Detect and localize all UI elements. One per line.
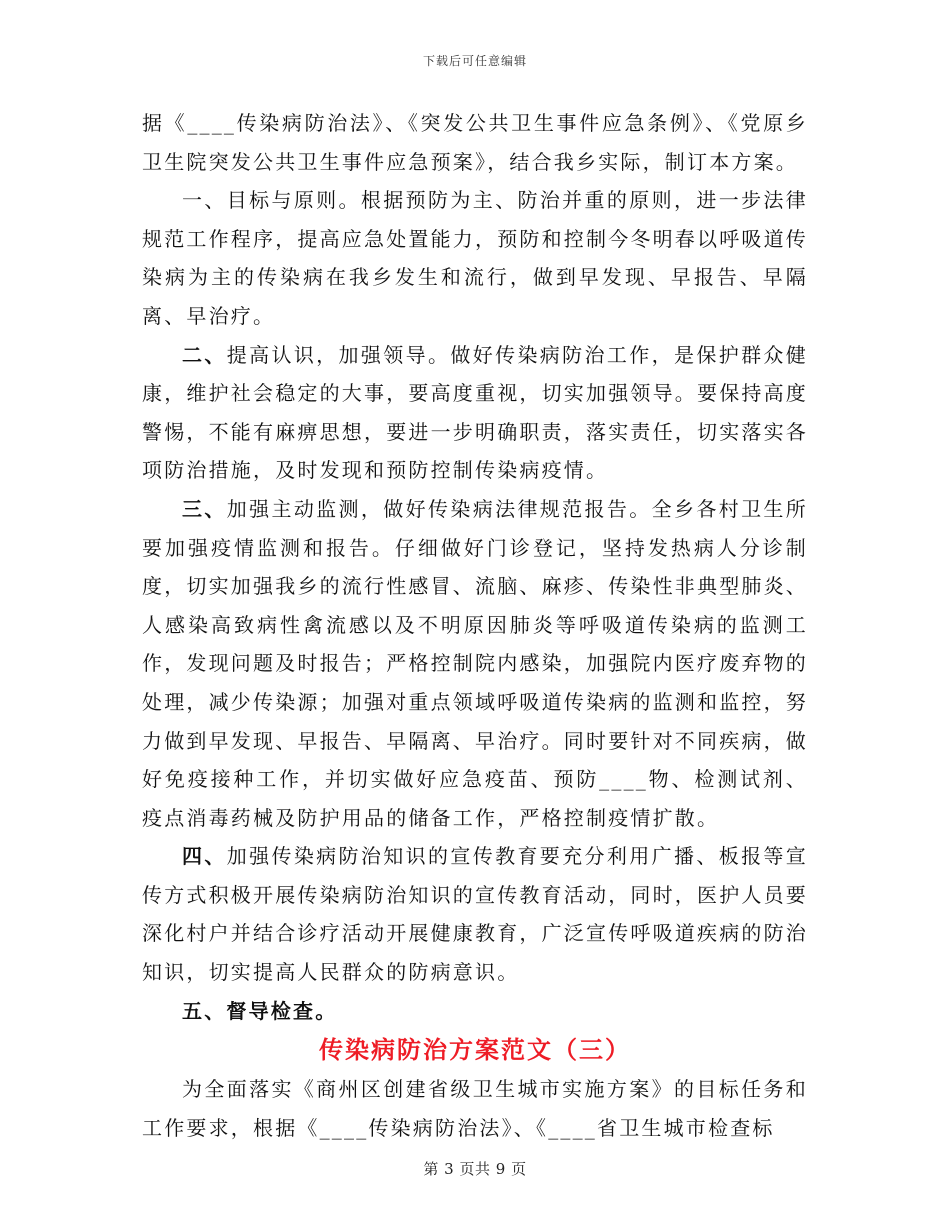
paragraph-text: 加强传染病防治知识的宣传教育要充分利用广播、板报等宣传方式积极开展传染病防治知识的宣传教育活动，同时，医护人员要深化村户并结合诊疗活动开展健康教育，广泛宣传呼吸道疾病的防治知识，切实提高人民群众的防病意识。: [142, 844, 808, 985]
paragraph-text: 加强主动监测，做好传染病法律规范报告。全乡各村卫生所要加强疫情监测和报告。仔细做好门诊登记，坚持发热病人分诊制度，切实加强我乡的流行性感冒、流脑、麻疹、传染性非典型肺炎、人感染高致病性禽流感以及不明原因肺炎等呼吸道传染病的监测工作，发现问题及时报告；严格控制院内感染，加强院内医疗废弃物的处理，减少传染源；加强对重点领域呼吸道传染病的监测和监控，努力做到早发现、早报告、早隔离、早治疗。同时要针对不同疾病，做好免疫接种工作，并切实做好应急疫苗、预防____物、检测试剂、疫点消毒药械及防护用品的储备工作，严格控制疫情扩散。: [142, 496, 808, 830]
section-title: 传染病防治方案范文（三）: [319, 1035, 631, 1065]
paragraph-leadership: [142, 336, 808, 490]
paragraph-goals: 一、目标与原则。根据预防为主、防治并重的原则，进一步法律规范工作程序，提高应急处置能力，预防和控制今冬明春以呼吸道传染病为主的传染病在我乡发生和流行，做到早发现、早报告、早隔离、早治疗。: [142, 188, 808, 328]
page-number: 第 3 页共 9 页: [423, 1160, 527, 1178]
paragraph-text: 提高认识，加强领导。做好传染病防治工作，是保护群众健康，维护社会稳定的大事，要高度重视，切实加强领导。要保持高度警惕，不能有麻痹思想，要进一步明确职责，落实责任，切实落实各项防治措施，及时发现和预防控制传染病疫情。: [142, 342, 808, 483]
paragraph-education: [142, 837, 808, 991]
section-number: 四、: [182, 844, 227, 869]
page-header: 下载后可任意编辑: [422, 54, 527, 68]
paragraph-supervision: 五、督导检查。: [182, 998, 338, 1023]
paragraph-continuation: 据《____传染病防治法》、《突发公共卫生事件应急条例》、《党原乡卫生院突发公共卫生事件应急预案》，结合我乡实际，制订本方案。: [142, 111, 808, 174]
section-number: 二、: [182, 342, 227, 367]
section-number: 三、: [182, 496, 227, 521]
document-body: [142, 104, 808, 1147]
paragraph-intro: 为全面落实《商州区创建省级卫生城市实施方案》的目标任务和工作要求，根据《____传染病防治法》、《____省卫生城市检查标: [142, 1077, 808, 1140]
paragraph-monitoring: [142, 490, 808, 837]
